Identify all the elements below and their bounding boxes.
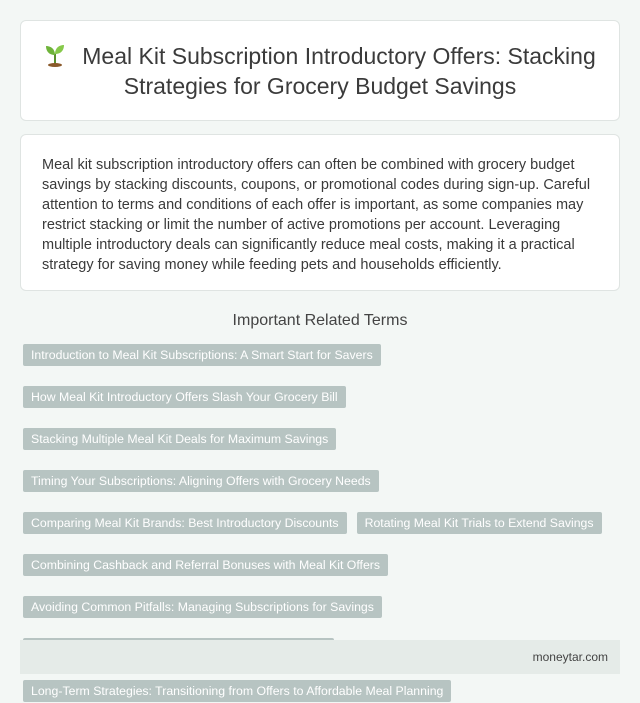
related-term-tag[interactable]: Avoiding Common Pitfalls: Managing Subscriptions for Savings	[23, 596, 382, 618]
footer	[20, 640, 620, 674]
title-card	[20, 20, 620, 121]
related-term-tag[interactable]: Introduction to Meal Kit Subscriptions: A Smart Start for Savers	[23, 344, 381, 366]
footer-site-link[interactable]: moneytar.com	[532, 650, 608, 664]
related-term-tag[interactable]: How Meal Kit Introductory Offers Slash Your Grocery Bill	[23, 386, 346, 408]
related-term-tag[interactable]: Comparing Meal Kit Brands: Best Introductory Discounts	[23, 512, 347, 534]
related-terms-heading: Important Related Terms	[232, 312, 408, 329]
page-title	[21, 41, 619, 101]
related-term-tag[interactable]: Combining Cashback and Referral Bonuses with Meal Kit Offers	[23, 554, 388, 576]
related-term-tag[interactable]: Rotating Meal Kit Trials to Extend Savings	[357, 512, 602, 534]
summary-text: Meal kit subscription introductory offers can often be combined with grocery budget savings by stacking discounts, coupons, or promotional codes during sign-up. Careful attention to terms and conditions of each offer is important, as some companies may restrict stacking or limit the number of active promotions per account. Leveraging multiple introductory deals can significantly reduce meal costs, making it a practical strategy for saving money while feeding pets and households efficiently.	[42, 157, 591, 273]
related-term-tag[interactable]: Long-Term Strategies: Transitioning from Offers to Affordable Meal Planning	[23, 680, 451, 702]
page-title-text: Meal Kit Subscription Introductory Offers: Stacking Strategies for Grocery Budget Savings	[82, 42, 596, 99]
summary-card	[20, 134, 620, 291]
sprout-icon	[44, 43, 66, 67]
related-term-tag[interactable]: Timing Your Subscriptions: Aligning Offers with Grocery Needs	[23, 470, 379, 492]
related-term-tag[interactable]: Stacking Multiple Meal Kit Deals for Maximum Savings	[23, 428, 336, 450]
